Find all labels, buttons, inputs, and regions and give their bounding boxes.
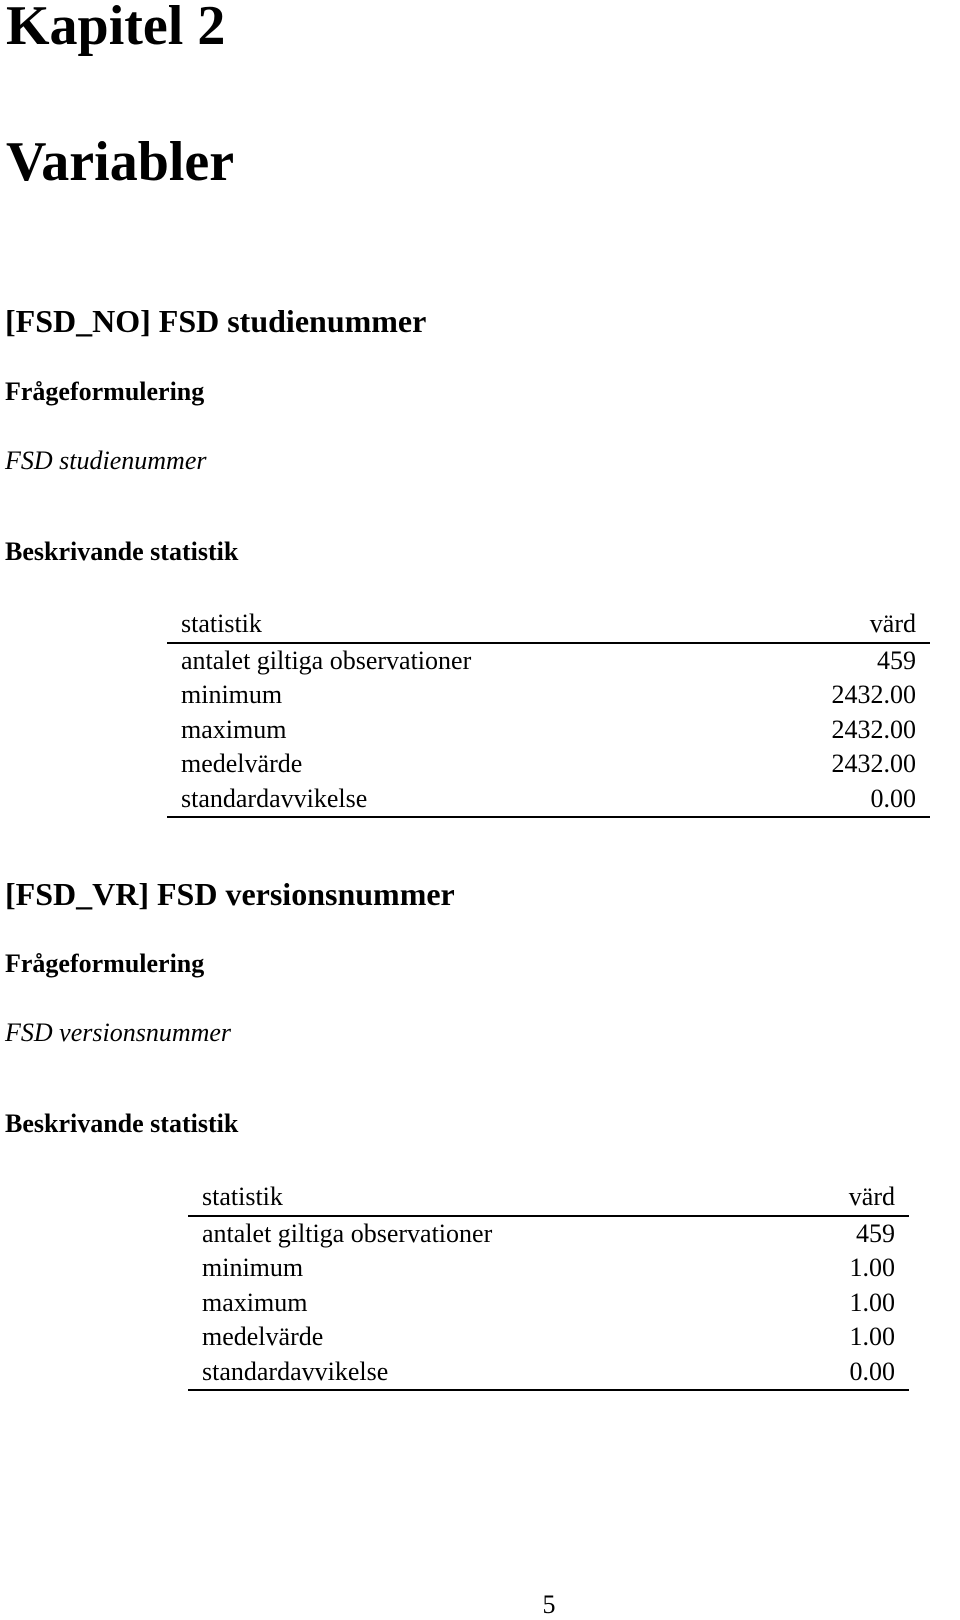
- stats-table-fsd-no: [167, 607, 930, 818]
- table-row: [167, 643, 930, 679]
- stats-heading: Beskrivande statistik: [5, 537, 239, 566]
- stat-value: 0.00: [849, 1356, 895, 1386]
- stat-label: standardavvikelse: [181, 783, 368, 813]
- table-row: [188, 1320, 909, 1355]
- stat-value: 2432.00: [831, 749, 916, 778]
- table-row: [167, 713, 930, 748]
- table-header-row: [167, 607, 930, 643]
- stat-value: 1.00: [849, 1287, 895, 1317]
- stat-label: medelvärde: [202, 1322, 324, 1351]
- stats-heading: Beskrivande statistik: [5, 1109, 239, 1138]
- page-number: 5: [542, 1590, 556, 1619]
- stat-label: maximum: [202, 1287, 308, 1317]
- table-header-row: [188, 1180, 909, 1216]
- stat-value: 1.00: [849, 1253, 895, 1282]
- stat-value: 2432.00: [831, 680, 916, 709]
- variable-title-fsd-no: [FSD_NO] FSD studienummer: [5, 303, 427, 339]
- stat-value: 0.00: [870, 783, 916, 813]
- variable-title-fsd-vr: [FSD_VR] FSD versionsnummer: [5, 876, 455, 912]
- table-row: [167, 747, 930, 782]
- stat-label: medelvärde: [181, 749, 303, 778]
- table-row: [167, 678, 930, 713]
- stat-value: 459: [877, 645, 916, 675]
- table-row: [188, 1216, 909, 1252]
- column-header-statistik: statistik: [181, 609, 262, 638]
- stat-label: antalet giltiga observationer: [202, 1218, 493, 1248]
- stat-value: 459: [856, 1218, 895, 1248]
- column-header-vard: värd: [869, 609, 916, 638]
- stats-table-fsd-vr: [188, 1180, 909, 1391]
- stat-label: antalet giltiga observationer: [181, 645, 472, 675]
- table-row: [188, 1286, 909, 1321]
- question-text: FSD versionsnummer: [5, 1018, 232, 1047]
- section-title: Variabler: [6, 131, 235, 193]
- question-heading: Frågeformulering: [5, 949, 205, 978]
- table-row: [188, 1251, 909, 1286]
- column-header-statistik: statistik: [202, 1182, 283, 1211]
- question-heading: Frågeformulering: [5, 377, 205, 406]
- stat-label: maximum: [181, 714, 287, 744]
- stat-label: standardavvikelse: [202, 1356, 389, 1386]
- stat-label: minimum: [202, 1253, 304, 1282]
- question-text: FSD studienummer: [5, 446, 207, 475]
- stat-value: 2432.00: [831, 714, 916, 744]
- chapter-label: Kapitel 2: [6, 0, 226, 57]
- column-header-vard: värd: [848, 1182, 895, 1211]
- stat-label: minimum: [181, 680, 283, 709]
- table-row: [167, 782, 930, 818]
- stat-value: 1.00: [849, 1322, 895, 1351]
- table-row: [188, 1355, 909, 1391]
